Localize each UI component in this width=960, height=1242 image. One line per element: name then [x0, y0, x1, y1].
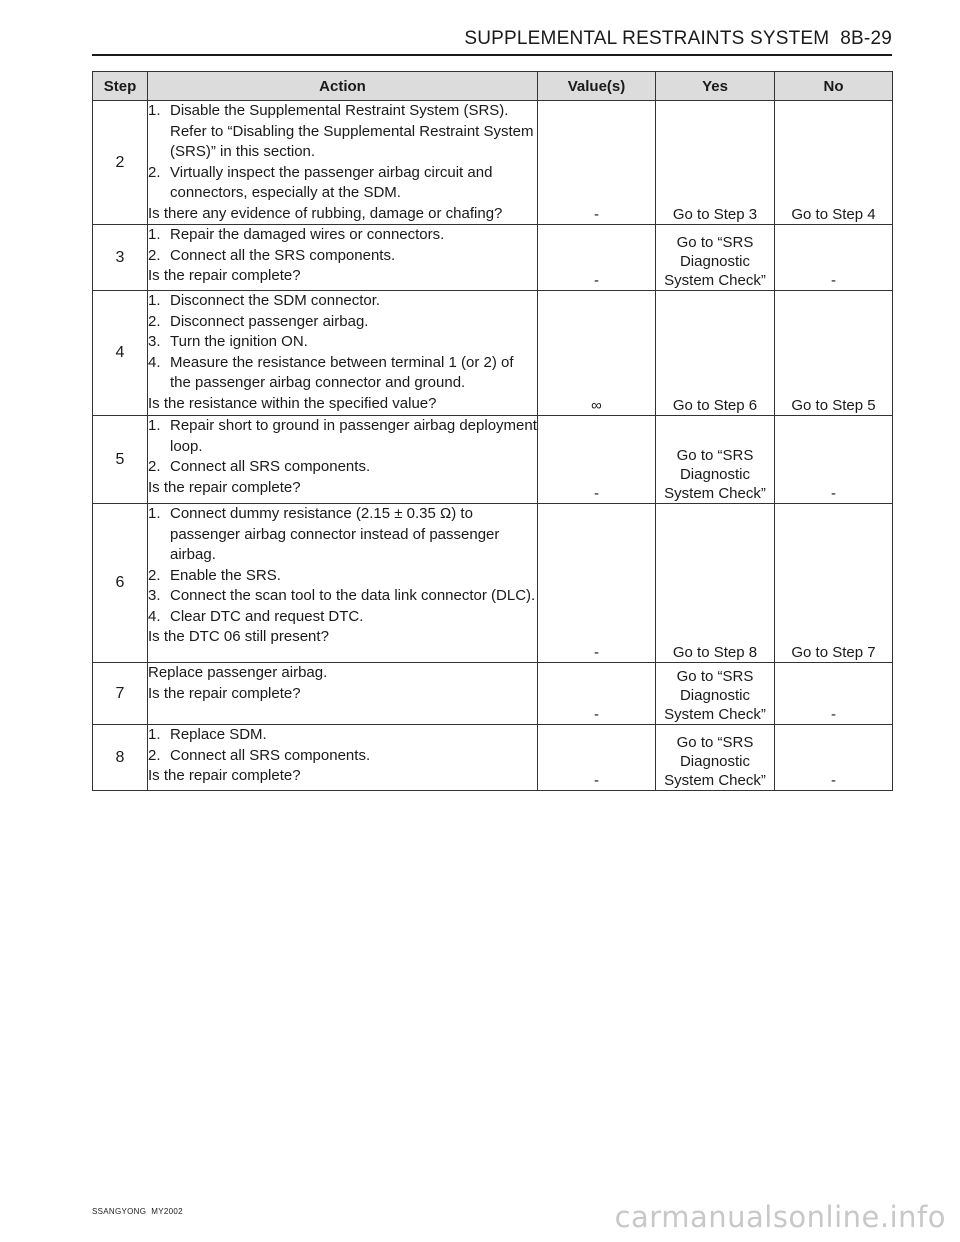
- action-item-number: 4.: [148, 607, 161, 625]
- no-cell: [775, 663, 893, 725]
- action-list: [148, 225, 537, 266]
- action-item: [148, 607, 537, 628]
- action-item: [148, 225, 537, 246]
- value-cell: -: [538, 225, 656, 291]
- step-number: 3: [93, 225, 148, 291]
- no-text: -: [831, 272, 836, 289]
- action-item: [148, 101, 537, 163]
- action-item-text: Enable the SRS.: [170, 566, 281, 584]
- action-item: [148, 353, 537, 394]
- action-item-text: Clear DTC and request DTC.: [170, 607, 364, 625]
- yes-text: Go to “SRS: [676, 668, 754, 685]
- no-cell: [775, 101, 893, 225]
- table-row: [93, 504, 893, 663]
- step-number: 7: [93, 663, 148, 725]
- action-question: Is there any evidence of rubbing, damage or chafing?: [148, 204, 503, 222]
- action-item-number: 3.: [148, 333, 161, 350]
- yes-cell: [656, 725, 775, 791]
- value-cell: ∞: [538, 291, 656, 416]
- action-item-number: 1.: [148, 102, 161, 119]
- yes-text: Go to “SRS: [676, 234, 754, 251]
- yes-text: System Check”: [664, 706, 766, 723]
- action-item-text: Connect all SRS components.: [170, 458, 371, 475]
- header-rule: [92, 54, 892, 56]
- yes-text: Go to Step 3: [672, 206, 758, 223]
- step-number: 6: [93, 504, 148, 663]
- no-text: Go to Step 5: [791, 397, 876, 414]
- action-item: [148, 586, 537, 607]
- action-item-text: Turn the ignition ON.: [170, 333, 308, 350]
- yes-cell: [656, 663, 775, 725]
- column-header-action: Action: [148, 72, 538, 101]
- action-item-number: 1.: [148, 505, 161, 522]
- yes-text: Diagnostic: [679, 253, 751, 270]
- action-item-text: Disconnect passenger airbag.: [170, 312, 369, 330]
- no-text: Go to Step 4: [791, 206, 876, 223]
- action-item-text: Disconnect the SDM connector.: [170, 292, 381, 309]
- no-text: -: [831, 772, 836, 789]
- table-row: [93, 101, 893, 225]
- action-item: [148, 725, 537, 746]
- action-question: Is the repair complete?: [148, 267, 301, 284]
- action-item-number: 2.: [148, 566, 161, 584]
- action-item: [148, 566, 537, 587]
- action-item: [148, 332, 537, 353]
- action-list: [148, 291, 537, 394]
- no-cell: [775, 504, 893, 663]
- action-item: [148, 504, 537, 566]
- action-item: [148, 312, 537, 333]
- table-row: [93, 416, 893, 504]
- no-text: Go to Step 7: [791, 644, 876, 661]
- action-item-number: 1.: [148, 417, 161, 434]
- action-list: [148, 504, 537, 627]
- action-item-number: 2.: [148, 246, 161, 264]
- watermark: carmanualsonline.info: [614, 1200, 946, 1234]
- no-text: -: [831, 485, 836, 502]
- diagnostic-table: [92, 71, 893, 791]
- action-item-number: 1.: [148, 226, 161, 243]
- yes-text: Diagnostic: [679, 466, 751, 483]
- action-item: [148, 246, 537, 267]
- yes-text: System Check”: [664, 485, 766, 502]
- value-cell: -: [538, 504, 656, 663]
- action-item: [148, 163, 537, 204]
- footer-text: SSANGYONG MY2002: [92, 1207, 183, 1216]
- action-list: [148, 101, 537, 204]
- step-number: 4: [93, 291, 148, 416]
- yes-text: Go to “SRS: [676, 734, 754, 751]
- action-item-text: Replace SDM.: [170, 726, 267, 743]
- action-cell: [148, 416, 538, 504]
- action-item-text: Measure the resistance between terminal 1 (or 2) of the passenger airbag connector and ground.: [170, 353, 514, 391]
- table-row: [93, 663, 893, 725]
- action-item-text: Connect all the SRS components.: [170, 246, 396, 264]
- action-line: Is the repair complete?: [148, 684, 301, 702]
- yes-cell: [656, 291, 775, 416]
- step-number: 8: [93, 725, 148, 791]
- yes-cell: [656, 225, 775, 291]
- column-header-values: Value(s): [538, 72, 656, 101]
- action-item: [148, 291, 537, 312]
- step-number: 5: [93, 416, 148, 504]
- no-cell: [775, 225, 893, 291]
- action-item-text: Disable the Supplemental Restraint System (SRS). Refer to “Disabling the Supplemental Restraint System (SRS)” in this section.: [170, 102, 534, 160]
- column-header-step: Step: [93, 72, 148, 101]
- no-text: -: [831, 706, 836, 723]
- action-cell: [148, 291, 538, 416]
- yes-text: System Check”: [664, 772, 766, 789]
- value-cell: -: [538, 725, 656, 791]
- action-item-text: Connect dummy resistance (2.15 ± 0.35 Ω) to passenger airbag connector instead of passenger airbag.: [170, 505, 500, 563]
- action-list: [148, 725, 537, 766]
- no-cell: [775, 416, 893, 504]
- yes-cell: [656, 101, 775, 225]
- no-cell: [775, 725, 893, 791]
- action-item-text: Virtually inspect the passenger airbag circuit and connectors, especially at the SDM.: [170, 163, 493, 201]
- action-item-text: Connect all SRS components.: [170, 746, 371, 764]
- action-item-number: 2.: [148, 746, 161, 764]
- value-cell: -: [538, 663, 656, 725]
- action-cell: [148, 725, 538, 791]
- yes-text: System Check”: [664, 272, 766, 289]
- action-item: [148, 457, 537, 478]
- table-row: [93, 291, 893, 416]
- action-item-number: 1.: [148, 726, 161, 743]
- action-cell: [148, 504, 538, 663]
- yes-text: Diagnostic: [679, 753, 751, 770]
- no-cell: [775, 291, 893, 416]
- action-question: Is the DTC 06 still present?: [148, 628, 329, 645]
- action-item-number: 2.: [148, 163, 161, 181]
- action-item-text: Repair short to ground in passenger airbag deployment loop.: [170, 417, 537, 455]
- action-item-number: 2.: [148, 312, 161, 330]
- action-cell: [148, 101, 538, 225]
- yes-text: Go to Step 8: [672, 644, 758, 661]
- action-item-number: 3.: [148, 587, 161, 604]
- action-item-number: 1.: [148, 292, 161, 309]
- yes-text: Go to “SRS: [676, 447, 754, 464]
- action-line: Replace passenger airbag.: [148, 664, 328, 681]
- action-item-text: Repair the damaged wires or connectors.: [170, 226, 445, 243]
- action-question: Is the repair complete?: [148, 478, 301, 496]
- yes-text: Diagnostic: [679, 687, 751, 704]
- page-title: SUPPLEMENTAL RESTRAINTS SYSTEM 8B-29: [464, 28, 892, 49]
- page-header: [92, 28, 892, 52]
- action-question: Is the repair complete?: [148, 767, 301, 784]
- table-row: [93, 225, 893, 291]
- action-item-text: Connect the scan tool to the data link connector (DLC).: [170, 587, 536, 604]
- action-item: [148, 416, 537, 457]
- action-cell: [148, 663, 538, 725]
- table-row: [93, 725, 893, 791]
- action-cell: [148, 225, 538, 291]
- column-header-yes: Yes: [656, 72, 775, 101]
- value-cell: -: [538, 416, 656, 504]
- value-cell: -: [538, 101, 656, 225]
- action-item-number: 4.: [148, 353, 161, 371]
- action-item-number: 2.: [148, 458, 161, 475]
- step-number: 2: [93, 101, 148, 225]
- yes-cell: [656, 416, 775, 504]
- yes-cell: [656, 504, 775, 663]
- column-header-no: No: [775, 72, 893, 101]
- table-header-row: [93, 72, 893, 101]
- action-item: [148, 746, 537, 767]
- action-question: Is the resistance within the specified value?: [148, 394, 437, 412]
- action-list: [148, 416, 537, 478]
- yes-text: Go to Step 6: [672, 397, 758, 414]
